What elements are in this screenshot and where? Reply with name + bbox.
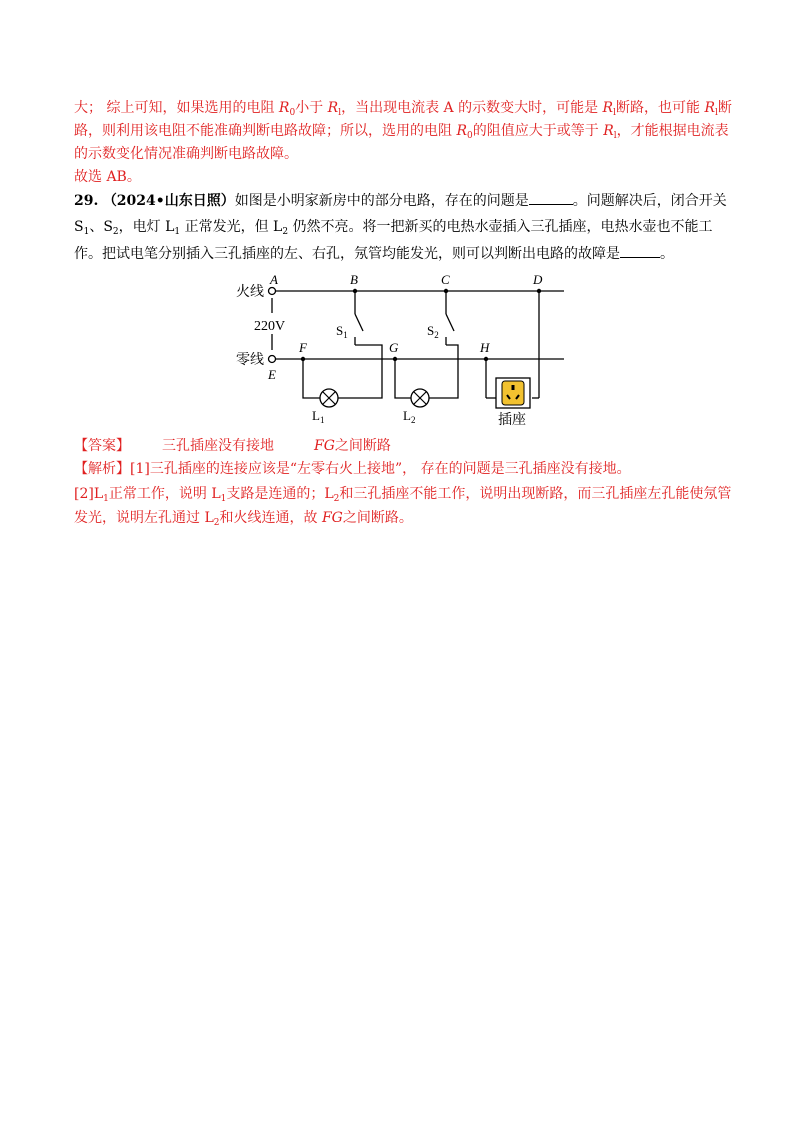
- question-number: 29.: [74, 193, 99, 209]
- answer-part-2: 之间断路: [334, 438, 391, 454]
- answer-line: [74, 436, 391, 456]
- analysis-label: 【解析】: [74, 461, 130, 477]
- question-text-3-end: 。: [660, 246, 674, 262]
- analysis-line-2: $[2]L_1$正常工作，说明 $L_1$支路是连通的；$L_2$和三孔插座不能工作，说明出现断路，而三孔插座左孔能使氖管: [74, 486, 732, 504]
- label-point-f: F: [299, 340, 307, 355]
- label-live-wire: 火线: [236, 285, 264, 300]
- label-lamp-l2: $L_2$: [403, 408, 416, 425]
- lamp-l2: [411, 389, 429, 407]
- label-point-c: C: [441, 272, 450, 287]
- prev-answer-line-2: 路，则利用该电阻不能准确判断电路故障；所以，选用的电阻 $R_0$的阻值应大于或等于 $R_l$，才能根据电流表: [74, 123, 729, 141]
- label-socket: 插座: [498, 413, 526, 428]
- question-text-3: 作。把试电笔分别插入三孔插座的左、右孔，氖管均能发光，则可以判断出电路的故障是: [74, 246, 620, 262]
- question-line-2: $S_1$、$S_2$，电灯 $L_1$ 正常发光，但 $L_2$ 仍然不亮。将一把新买的电热水壶插入三孔插座，电热水壶也不能工: [74, 219, 713, 237]
- label-neutral-wire: 零线: [236, 353, 264, 368]
- analysis-line-1: [74, 459, 631, 479]
- question-line-1: [74, 191, 727, 211]
- label-point-g: G: [389, 340, 399, 355]
- label-point-d: D: [533, 272, 543, 287]
- circuit-diagram: [232, 268, 572, 428]
- analysis-text-1: [1]三孔插座的连接应该是“左零右火上接地”， 存在的问题是三孔插座没有接地。: [130, 461, 631, 477]
- label-switch-s1: $S_1$: [336, 323, 348, 340]
- label-point-e: E: [268, 367, 276, 382]
- answer-blank-2: [620, 257, 660, 258]
- label-lamp-l1: $L_1$: [312, 408, 325, 425]
- answer-part-2-fg: FG: [314, 438, 335, 454]
- prev-answer-line-1: 大； 综上可知，如果选用的电阻 $R_0$小于 $R_l$，当出现电流表 A 的示数变大时，可能是 $R_l$断路，也可能 $R_l$断: [74, 100, 732, 118]
- prev-answer-line-4: 故选 AB。: [74, 169, 141, 185]
- question-line-3: [74, 244, 674, 264]
- terminal-a: [269, 288, 276, 295]
- question-text-1-end: 。问题解决后，闭合开关: [572, 193, 727, 209]
- answer-blank-1: [529, 204, 573, 205]
- prev-answer-line-3: 的示数变化情况准确判断电路故障。: [74, 146, 298, 162]
- switch-s1-blade: [355, 314, 363, 331]
- lamp-l1: [320, 389, 338, 407]
- label-point-h: H: [480, 340, 490, 355]
- switch-s2-blade: [446, 314, 454, 331]
- question-text-1: 如图是小明家新房中的部分电路，存在的问题是: [234, 193, 529, 209]
- label-point-b: B: [350, 272, 358, 287]
- analysis-line-3: 发光，说明左孔通过 $L_2$和火线连通，故 FG之间断路。: [74, 510, 413, 528]
- question-source: （2024•山东日照）: [102, 193, 235, 209]
- label-voltage: 220V: [254, 319, 286, 334]
- answer-label: 【答案】: [74, 438, 130, 454]
- label-switch-s2: $S_2$: [427, 323, 439, 340]
- label-point-a: A: [270, 272, 278, 287]
- terminal-e: [269, 356, 276, 363]
- three-pin-socket: [496, 378, 530, 408]
- answer-part-1: 三孔插座没有接地: [162, 438, 274, 454]
